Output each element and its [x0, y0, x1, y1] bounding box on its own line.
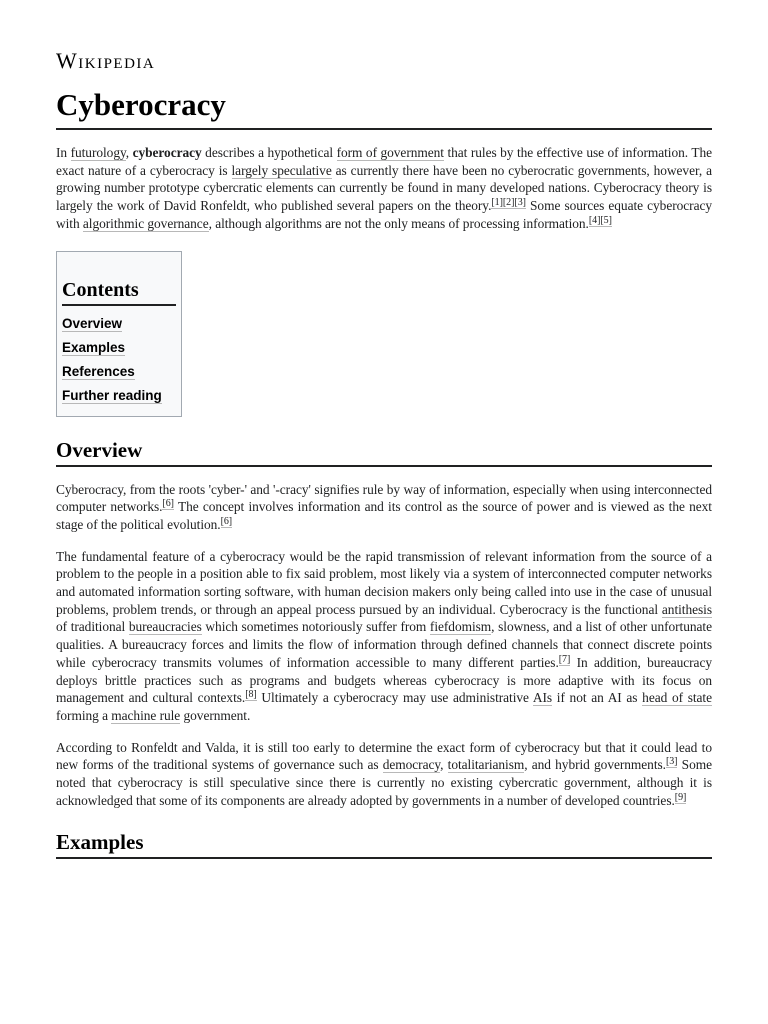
link-antithesis[interactable]: antithesis: [661, 601, 712, 617]
page-title: Cyberocracy: [56, 86, 712, 130]
link-largely-speculative[interactable]: largely speculative: [231, 162, 332, 178]
toc-list: [62, 312, 176, 408]
section-heading-overview: Overview: [56, 437, 712, 467]
text: The concept involves information and its control as the source of power and is viewed as the next stage of the political evolution.: [56, 499, 712, 532]
overview-paragraph-2: [56, 548, 712, 725]
toc-item-references[interactable]: [62, 360, 176, 384]
overview-paragraph-3: [56, 739, 712, 810]
text: , although algorithms are not the only means of processing information.: [208, 215, 589, 231]
citation-link[interactable]: [8]: [245, 689, 257, 701]
overview-paragraph-1: [56, 481, 712, 534]
wikipedia-wordmark[interactable]: Wikipedia: [56, 48, 156, 73]
text: Some noted that cyberocracy is still speculative since there is currently no existing cybercratic government, although it is acknowledged that some of its components are already adopted by governments in a number of developed countries.: [56, 757, 712, 808]
link-totalitarianism[interactable]: totalitarianism: [447, 757, 525, 773]
link-machine-rule[interactable]: machine rule: [111, 707, 181, 723]
citation-link[interactable]: [3]: [665, 756, 678, 768]
text: In: [56, 145, 71, 160]
text: that rules by the effective use of information. The exact nature of a cyberocracy is: [56, 145, 712, 178]
toc-item-overview[interactable]: [62, 312, 176, 336]
text: ,: [440, 757, 448, 773]
text: In addition, bureaucracy deploys brittle practices such as programs and budgets whereas cyberocracy is more adaptive with its focus on management and cultural contexts.: [56, 654, 712, 706]
section-heading-examples: Examples: [56, 829, 712, 859]
link-futurology[interactable]: futurology: [70, 145, 126, 160]
intro-paragraph: [56, 144, 712, 233]
text: Some sources equate cyberocracy with: [56, 198, 713, 231]
text: forming a: [56, 707, 112, 723]
text: Ultimately a cyberocracy may use administrative: [256, 690, 533, 706]
link-democracy[interactable]: democracy: [382, 757, 441, 773]
bold-term: cyberocracy: [132, 145, 202, 160]
table-of-contents: [56, 251, 182, 417]
text: which sometimes notoriously suffer from: [201, 619, 430, 635]
citation-link[interactable]: [9]: [674, 791, 687, 803]
text: The fundamental feature of a cyberocracy would be the rapid transmission of relevant information from the source of a problem to the people in a position able to fix said problem, most likely via a system of interconnected computer networks and automated information sorting software, with human decision makers only being called into use in the case of unusual problems, problem trends, or through an appeal process pursued by an individual. Cyberocracy is the functional: [56, 548, 712, 617]
text: , and hybrid governments.: [524, 757, 666, 773]
citation-link[interactable]: [6]: [162, 498, 174, 510]
link-fiefdomism[interactable]: fiefdomism: [429, 619, 492, 635]
text: describes a hypothetical: [201, 145, 337, 160]
link-bureaucracies[interactable]: bureaucracies: [128, 619, 202, 635]
link-ais[interactable]: AIs: [532, 690, 553, 706]
toc-item-label[interactable]: Further reading: [62, 387, 162, 403]
link-form-of-government[interactable]: form of government: [336, 145, 444, 160]
toc-item-label[interactable]: References: [62, 363, 135, 379]
text: as currently there have been no cyberocratic governments, however, a growing number prototype cybercratic elements can currently be found in many developed nations. Cyberocracy theory is largely the work of David Ronfeldt, who published several papers on the theory.: [56, 162, 712, 214]
text: , slowness, and a list of other unfortunate qualities. A bureaucracy forces and limits the flow of information through defined channels that connect discrete points while cyberocracy transmits volumes of information accessible to many different parties.: [56, 619, 712, 670]
link-head-of-state[interactable]: head of state: [642, 690, 712, 706]
toc-item-label[interactable]: Examples: [62, 339, 126, 355]
toc-item-examples[interactable]: [62, 336, 176, 360]
text: if not an AI as: [552, 690, 643, 706]
text: Cyberocracy, from the roots 'cyber-' and '-cracy' signifies rule by way of information, especially when using interconnected computer networks.: [56, 481, 712, 515]
link-algorithmic-governance[interactable]: algorithmic governance: [82, 215, 209, 231]
article-page: [56, 0, 712, 859]
text: of traditional: [56, 619, 129, 635]
text: government.: [180, 707, 251, 723]
text: According to Ronfeldt and Valda, it is still too early to determine the exact form of cyberocracy but that it could lead to new forms of the traditional systems of governance such as: [56, 739, 712, 773]
toc-title: Contents: [62, 278, 176, 306]
toc-item-further-reading[interactable]: [62, 384, 176, 408]
toc-item-label[interactable]: Overview: [62, 315, 123, 331]
text: ,: [125, 145, 133, 160]
citation-link[interactable]: [6]: [220, 515, 233, 527]
citation-link[interactable]: [1][2][3]: [491, 197, 526, 209]
citation-link[interactable]: [4][5]: [588, 214, 612, 226]
citation-link[interactable]: [7]: [558, 653, 571, 665]
